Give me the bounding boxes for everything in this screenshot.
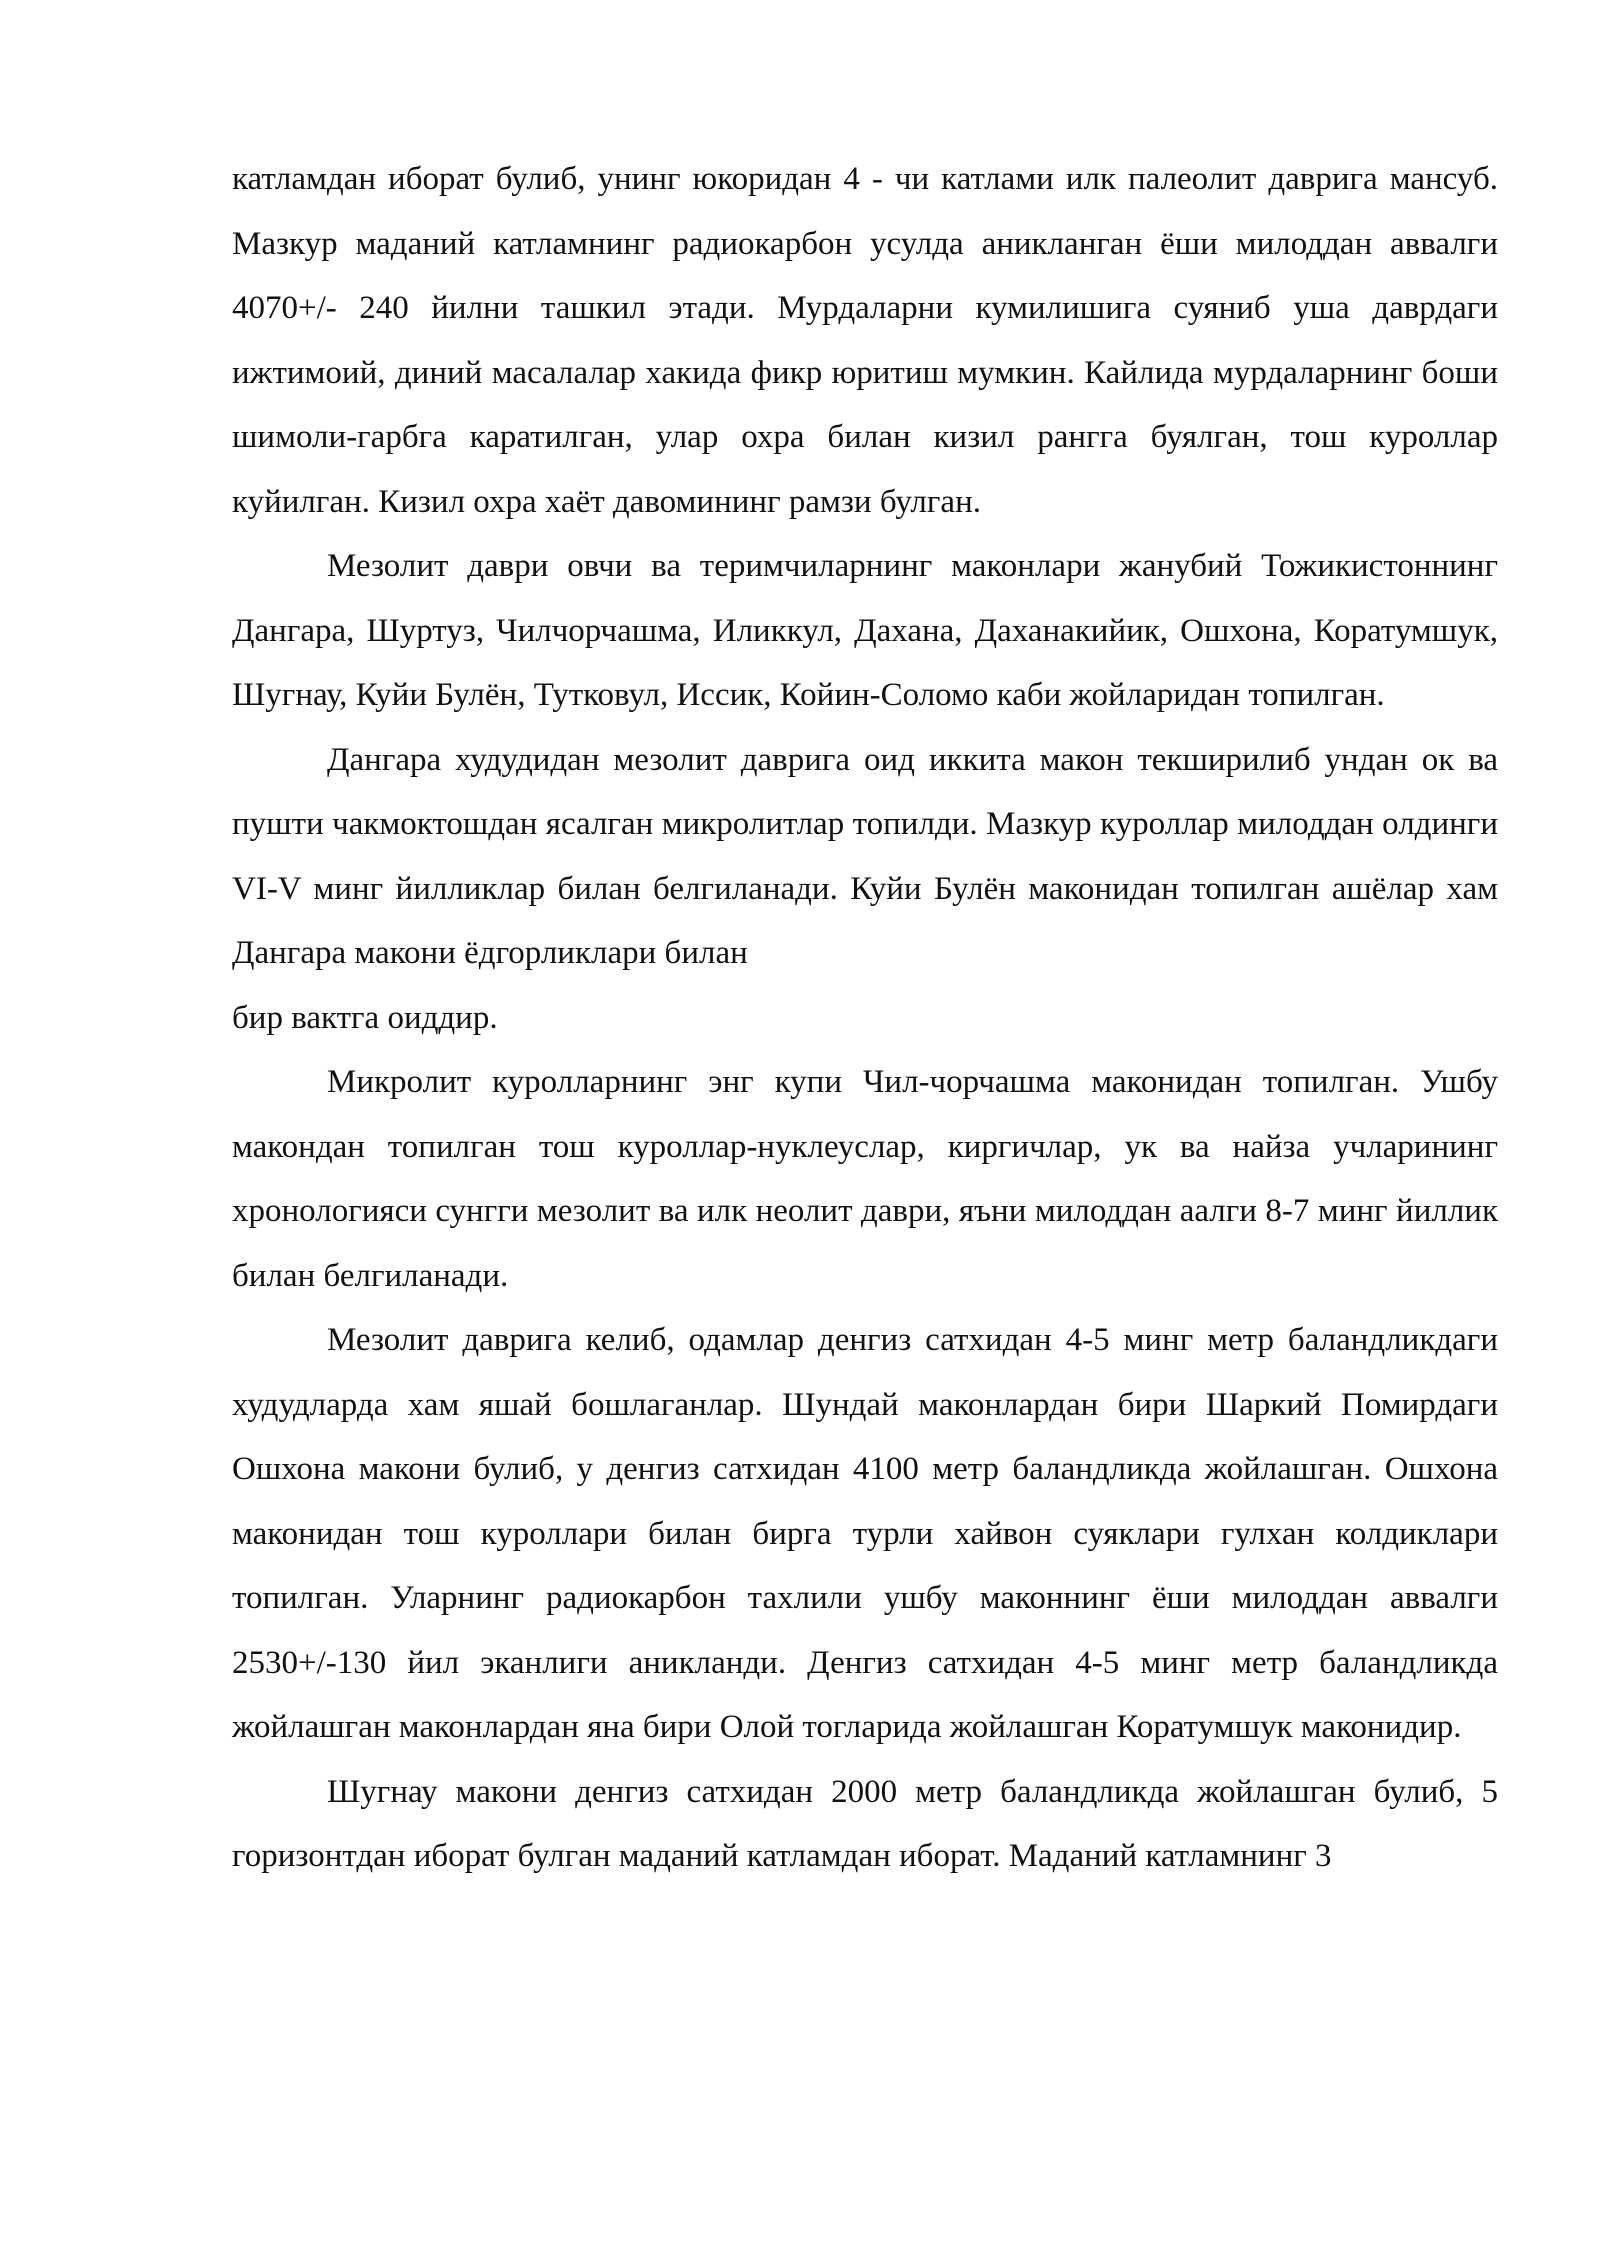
paragraph-2: Мезолит даври овчи ва теримчиларнинг маконлари жанубий Тожикистоннинг Дангара, Шуртуз, Чилчорчашма, Иликкул, Дахана, Даханакийик, Ошхона, Коратумшук, Шугнау, Куйи Булён, Тутковул, Иссик, Койин-Соломо каби жойларидан топилган. <box>232 548 1498 713</box>
paragraph-4: Микролит куролларнинг энг купи Чил-чорчашма маконидан топилган. Ушбу макондан топилган тош куроллар-нуклеуслар, киргичлар, ук ва найза учларининг хронологияси сунгги мезолит ва илк неолит даври, яъни милоддан аалги 8-7 минг йиллик билан белгиланади. <box>232 1064 1498 1294</box>
paragraph-3 <box>232 728 1498 1051</box>
paragraph-6: Шугнау макони денгиз сатхидан 2000 метр баландликда жойлашган булиб, 5 горизонтдан иборат булган маданий катламдан иборат. Маданий катламнинг 3 <box>232 1773 1498 1874</box>
paragraph-1: катламдан иборат булиб, унинг юкоридан 4 - чи катлами илк палеолит даврига мансуб. Мазкур маданий катламнинг радиокарбон усулда аникланган ёши милоддан аввалги 4070+/- 240 йилни ташкил этади. Мурдаларни кумилишига суяниб уша даврдаги ижтимоий, диний масалалар хакида фикр юритиш мумкин. Кайлида мурдаларнинг боши шимоли-гарбга каратилган, улар охра билан кизил рангга буялган, тош куроллар куйилган. Кизил охра хаёт давомининг рамзи булган. <box>232 161 1498 520</box>
paragraph-3-body: Дангара худудидан мезолит даврига оид иккита макон текширилиб ундан ок ва пушти чакмоктошдан ясалган микролитлар топилди. Мазкур куроллар милоддан олдинги VI-V минг йилликлар билан белгиланади. Куйи Булён маконидан топилган ашёлар хам Дангара макони ёдгорликлари билан <box>232 741 1498 971</box>
paragraph-3-tail: бир вактга оиддир. <box>232 999 498 1036</box>
document-body <box>232 147 1498 1889</box>
paragraph-5: Мезолит даврига келиб, одамлар денгиз сатхидан 4-5 минг метр баландликдаги худудларда хам яшай бошлаганлар. Шундай маконлардан бири Шаркий Помирдаги Ошхона макони булиб, у денгиз сатхидан 4100 метр баландликда жойлашган. Ошхона маконидан тош куроллари билан бирга турли хайвон суяклари гулхан колдиклари топилган. Уларнинг радиокарбон тахлили ушбу маконнинг ёши милоддан аввалги 2530+/-130 йил эканлиги аникланди. Денгиз сатхидан 4-5 минг метр баландликда жойлашган маконлардан яна бири Олой тогларида жойлашган Коратумшук маконидир. <box>232 1322 1498 1745</box>
